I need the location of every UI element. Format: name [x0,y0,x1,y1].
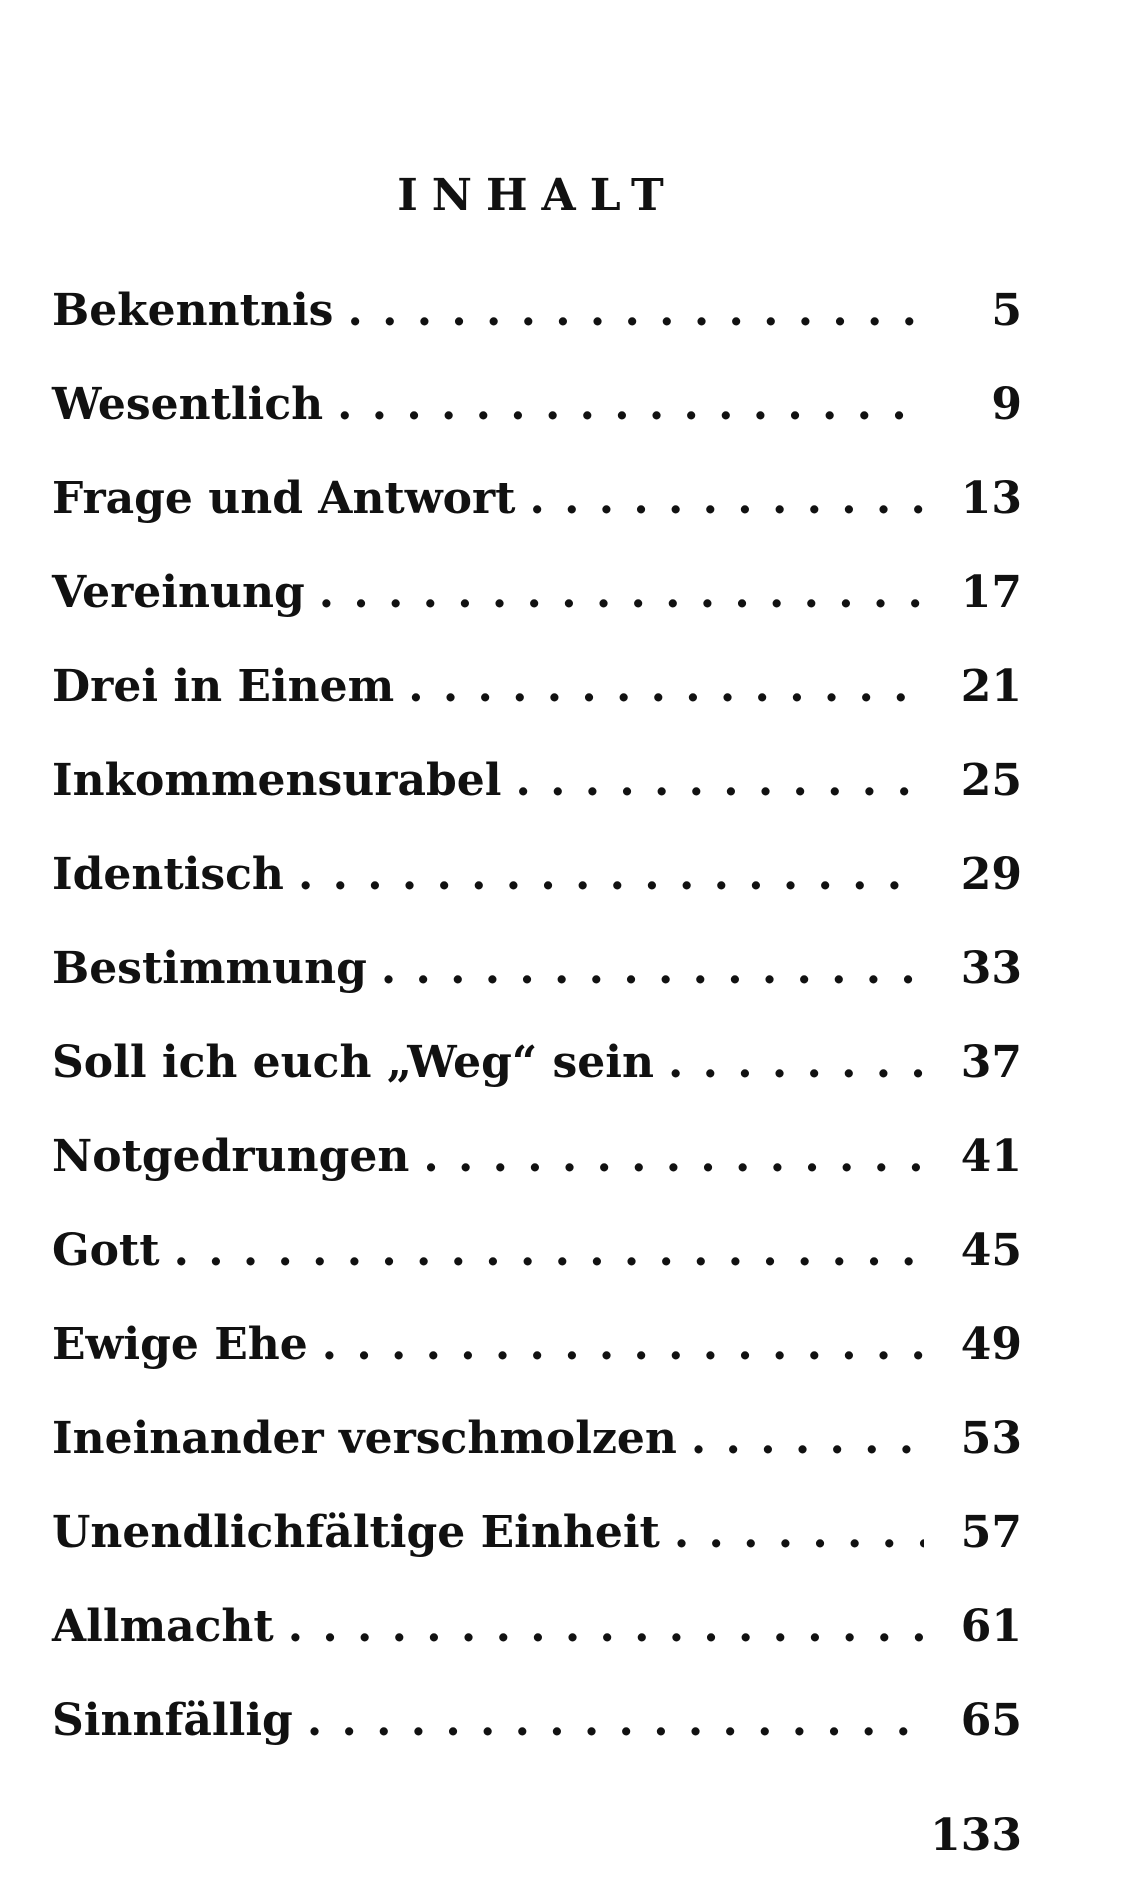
toc-entry [52,379,1022,473]
dot-leader [322,1319,924,1370]
toc-entry-label: Soll ich euch „Weg“ sein [52,1037,654,1088]
dot-leader [668,1037,924,1088]
dot-leader [174,1225,924,1276]
toc-entry-label: Gott [52,1225,160,1276]
toc-entry-label: Inkommensurabel [52,755,502,806]
toc-entry [52,285,1022,379]
toc-entry [52,1413,1022,1507]
toc-entry-label: Sinnfällig [52,1695,293,1746]
toc-entry-label: Bekenntnis [52,285,334,336]
toc-entry-page: 5 [991,285,1022,336]
toc-entry-page: 41 [960,1131,1022,1182]
toc-entry [52,755,1022,849]
toc-entry-page: 53 [960,1413,1022,1464]
toc-entry-page: 37 [960,1037,1022,1088]
dot-leader [691,1413,924,1464]
toc-entry-page: 9 [991,379,1022,430]
toc-entry-label: Frage und Antwort [52,473,516,524]
dot-leader [319,567,924,618]
toc-entry [52,1225,1022,1319]
toc-entry-page: 65 [960,1695,1022,1746]
toc-entry-label: Bestimmung [52,943,367,994]
dot-leader [288,1601,924,1652]
toc-entry-page: 45 [960,1225,1022,1276]
dot-leader [423,1131,924,1182]
toc-entry [52,1319,1022,1413]
toc-entry [52,943,1022,1037]
toc-entry-page: 21 [960,661,1022,712]
dot-leader [298,849,924,900]
page-title: INHALT [397,170,678,221]
toc-entry-page: 17 [960,567,1022,618]
toc-entry [52,1695,1022,1789]
dot-leader [408,661,924,712]
page-number: 133 [930,1810,1022,1861]
toc-entry-label: Drei in Einem [52,661,395,712]
dot-leader [347,285,924,336]
table-of-contents [52,285,1022,1789]
toc-entry-label: Unendlichfältige Einheit [52,1507,660,1558]
dot-leader [307,1695,924,1746]
dot-leader [381,943,924,994]
toc-entry-label: Wesentlich [52,379,324,430]
toc-entry [52,1131,1022,1225]
dot-leader [674,1507,924,1558]
toc-entry-page: 61 [960,1601,1022,1652]
toc-entry [52,661,1022,755]
toc-entry-page: 13 [960,473,1022,524]
toc-entry [52,1601,1022,1695]
dot-leader [515,755,924,806]
toc-entry [52,1037,1022,1131]
toc-entry-label: Ineinander verschmolzen [52,1413,677,1464]
toc-entry [52,849,1022,943]
toc-entry [52,1507,1022,1601]
toc-entry [52,567,1022,661]
toc-entry-page: 33 [960,943,1022,994]
toc-entry-page: 49 [960,1319,1022,1370]
toc-entry-label: Notgedrungen [52,1131,410,1182]
toc-entry-label: Identisch [52,849,284,900]
toc-entry-page: 29 [960,849,1022,900]
toc-entry-page: 57 [960,1507,1022,1558]
dot-leader [337,379,924,430]
toc-entry-label: Allmacht [52,1601,274,1652]
toc-entry [52,473,1022,567]
toc-entry-label: Vereinung [52,567,305,618]
toc-entry-label: Ewige Ehe [52,1319,308,1370]
dot-leader [529,473,924,524]
toc-entry-page: 25 [960,755,1022,806]
